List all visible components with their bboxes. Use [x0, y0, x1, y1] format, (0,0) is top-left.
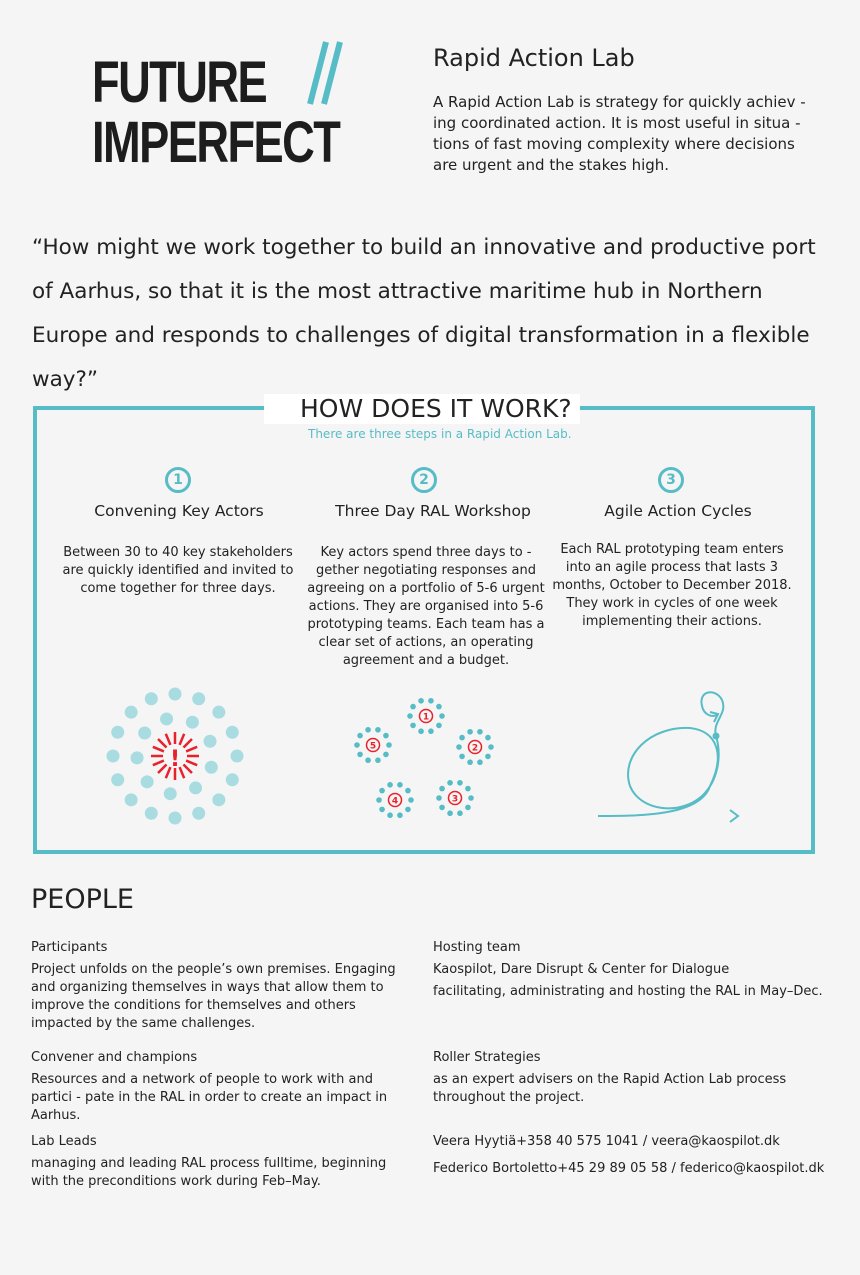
burst-exclamation: !	[169, 747, 181, 772]
lab-leads-heading: Lab Leads	[31, 1134, 97, 1149]
team-member-dot	[465, 805, 471, 811]
team-member-dot	[375, 757, 381, 763]
team-member-dot	[405, 788, 411, 794]
step-2-title: Three Day RAL Workshop	[335, 502, 531, 520]
stakeholder-dot	[212, 706, 225, 719]
stakeholder-dot	[145, 692, 158, 705]
team-member-dot	[408, 797, 414, 803]
participants-heading: Participants	[31, 940, 108, 955]
team-member-dot	[405, 807, 411, 813]
team-member-dot	[387, 812, 393, 818]
team-member-dot	[365, 727, 371, 733]
team-member-dot	[456, 744, 462, 750]
team-member-dot	[457, 810, 463, 816]
step-1-body: Between 30 to 40 key stakeholders are quickly identified and invited to come together for three days.	[62, 545, 294, 596]
stakeholder-dot	[169, 688, 182, 701]
stakeholder-dot	[125, 793, 138, 806]
stakeholder-circle-illustration	[100, 686, 250, 826]
stakeholder-dot	[111, 773, 124, 786]
step-2-body: Key actors spend three days to - gether negotiating responses and agreeing on a portfolio of 5-6 urgent actions. They are organised into 5-6 prototyping teams. Each team has a clear set of actions, an operating agreement and a budget.	[307, 545, 545, 668]
convener-heading: Convener and champions	[31, 1050, 198, 1065]
team-member-dot	[436, 723, 442, 729]
stakeholder-dot	[131, 751, 144, 764]
team-member-dot	[418, 698, 424, 704]
people-title: PEOPLE	[31, 884, 134, 915]
hosting-team-line-1: Kaospilot, Dare Disrupt & Center for Dialogue	[433, 962, 730, 977]
team-member-dot	[376, 797, 382, 803]
team-member-dot	[365, 757, 371, 763]
stakeholder-dot	[226, 773, 239, 786]
stakeholder-dot	[141, 775, 154, 788]
intro-body: A Rapid Action Lab is strategy for quickly achiev - ing coordinated action. It is most useful in situa - tions of fast moving complexity where decisions are urgent and the stakes high.	[433, 93, 806, 174]
team-member-dot	[410, 723, 416, 729]
stakeholder-dot	[226, 726, 239, 739]
burst-ray	[158, 739, 166, 747]
team-member-dot	[379, 788, 385, 794]
how-subtitle: There are three steps in a Rapid Action Lab.	[308, 427, 572, 441]
stakeholder-dot	[125, 706, 138, 719]
stakeholder-dot	[138, 727, 151, 740]
burst-ray	[166, 734, 171, 745]
hosting-team-heading: Hosting team	[433, 940, 521, 955]
team-member-dot	[407, 713, 413, 719]
team-member-dot	[468, 795, 474, 801]
team-member-dot	[477, 729, 483, 735]
stakeholder-dot	[169, 812, 182, 825]
team-member-dot	[436, 795, 442, 801]
burst-ray	[180, 767, 185, 778]
stakeholder-dot	[205, 761, 218, 774]
stakeholder-dot	[111, 726, 124, 739]
team-member-dot	[397, 812, 403, 818]
team-member-dot	[459, 754, 465, 760]
team-member-dot	[354, 742, 360, 748]
team-number: 2	[471, 743, 479, 754]
team-member-dot	[488, 744, 494, 750]
team-member-dot	[383, 752, 389, 758]
team-member-dot	[386, 742, 392, 748]
team-member-dot	[439, 786, 445, 792]
team-member-dot	[375, 727, 381, 733]
team-number: 1	[422, 712, 430, 723]
team-member-dot	[379, 807, 385, 813]
team-member-dot	[447, 780, 453, 786]
stakeholder-dot	[160, 712, 173, 725]
team-member-dot	[357, 752, 363, 758]
prototyping-teams-illustration	[345, 690, 505, 825]
burst-ray	[183, 764, 191, 772]
team-member-dot	[465, 786, 471, 792]
step-1-number-icon: 1	[165, 467, 191, 493]
logo-slashes-icon	[304, 40, 344, 120]
agile-cycle-loop-illustration	[590, 686, 750, 831]
stakeholder-dot	[192, 692, 205, 705]
stakeholder-dot	[192, 807, 205, 820]
roller-body: as an expert advisers on the Rapid Action Lab process throughout the project.	[433, 1072, 787, 1105]
team-member-dot	[459, 735, 465, 741]
stakeholder-dot	[212, 793, 225, 806]
logo-line-1: FUTURE	[92, 50, 267, 115]
stakeholder-dot	[164, 787, 177, 800]
team-member-dot	[397, 782, 403, 788]
team-cluster	[456, 729, 494, 765]
team-member-dot	[387, 782, 393, 788]
burst-ray	[183, 739, 191, 747]
stakeholder-dot	[145, 807, 158, 820]
team-member-dot	[383, 733, 389, 739]
team-member-dot	[447, 810, 453, 816]
lab-leads-body: managing and leading RAL process fulltime, beginning with the preconditions work during Feb–May.	[31, 1156, 387, 1189]
stakeholder-dot	[189, 781, 202, 794]
burst-ray	[153, 747, 164, 752]
guiding-question-quote: “How might we work together to build an innovative and productive port of Aarhus, so that it is the most attractive maritime hub in Northern Europe and responds to challenges of digital transformation in a flexible way?”	[32, 235, 816, 392]
team-member-dot	[436, 704, 442, 710]
participants-body: Project unfolds on the people’s own premises. Engaging and organizing themselves in ways that allow them to improve the conditions for themselves and others impacted by the same challenges.	[31, 962, 396, 1031]
team-number: 3	[451, 794, 459, 805]
team-member-dot	[477, 759, 483, 765]
logo-line-2: IMPERFECT	[92, 110, 340, 175]
stakeholder-dot	[107, 750, 120, 763]
intro-title: Rapid Action Lab	[433, 44, 635, 72]
contact-veera: Veera Hyytiä+358 40 575 1041 / veera@kaospilot.dk	[433, 1134, 780, 1149]
team-cluster	[407, 698, 445, 734]
team-member-dot	[439, 805, 445, 811]
step-3-body: Each RAL prototyping team enters into an agile process that lasts 3 months, October to December 2018. They work in cycles of one week implementing their actions.	[552, 542, 792, 629]
team-number: 4	[391, 796, 399, 807]
stakeholder-dot	[231, 750, 244, 763]
convener-body: Resources and a network of people to work with and partici - pate in the RAL in order to create an impact in Aarhus.	[31, 1072, 388, 1123]
team-member-dot	[485, 735, 491, 741]
team-member-dot	[428, 698, 434, 704]
burst-ray	[186, 747, 197, 752]
team-member-dot	[418, 728, 424, 734]
team-member-dot	[485, 754, 491, 760]
team-member-dot	[457, 780, 463, 786]
team-member-dot	[467, 759, 473, 765]
stakeholder-dot	[204, 735, 217, 748]
team-cluster	[376, 782, 414, 818]
burst-ray	[180, 734, 185, 745]
contact-federico: Federico Bortoletto+45 29 89 05 58 / federico@kaospilot.dk	[433, 1161, 825, 1176]
step-3-title: Agile Action Cycles	[604, 502, 752, 520]
future-imperfect-logo	[92, 52, 352, 182]
team-member-dot	[410, 704, 416, 710]
stakeholder-dot	[186, 716, 199, 729]
step-3-number-icon: 3	[658, 467, 684, 493]
hosting-team-line-2: facilitating, administrating and hosting the RAL in May–Dec.	[433, 984, 823, 999]
step-2-number-icon: 2	[411, 467, 437, 493]
team-cluster	[436, 780, 474, 816]
team-member-dot	[357, 733, 363, 739]
team-member-dot	[467, 729, 473, 735]
team-member-dot	[428, 728, 434, 734]
roller-heading: Roller Strategies	[433, 1050, 541, 1065]
burst-ray	[153, 761, 164, 766]
team-number: 5	[369, 741, 377, 752]
burst-ray	[158, 764, 166, 772]
step-1-title: Convening Key Actors	[94, 502, 264, 520]
team-cluster	[354, 727, 392, 763]
burst-ray	[186, 761, 197, 766]
how-title: HOW DOES IT WORK?	[300, 394, 572, 423]
team-member-dot	[439, 713, 445, 719]
